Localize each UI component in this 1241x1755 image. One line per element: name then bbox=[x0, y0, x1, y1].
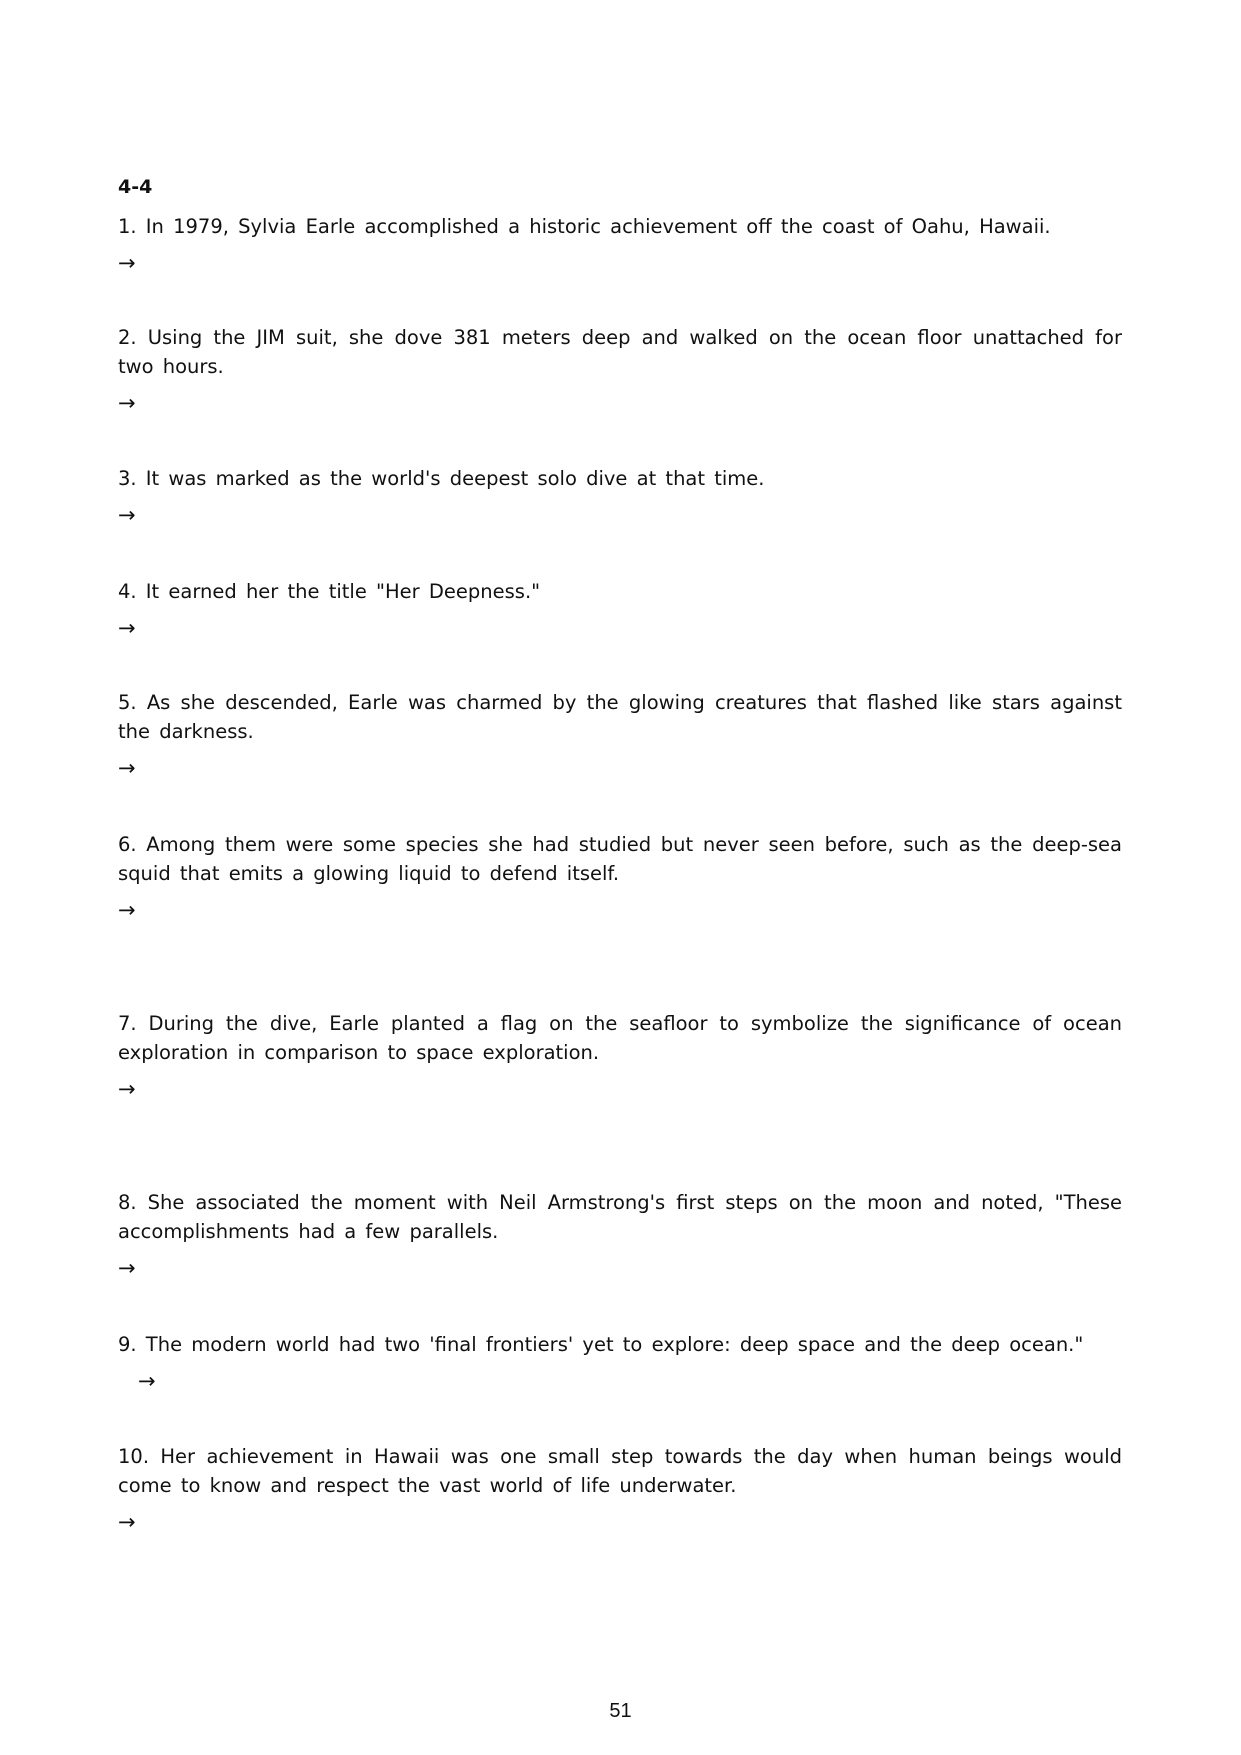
answer-arrow-3: → bbox=[118, 503, 136, 527]
page-number: 51 bbox=[609, 1700, 632, 1722]
exercise-item-1 bbox=[118, 212, 1122, 278]
answer-arrow-7: → bbox=[118, 1077, 136, 1101]
sentence-6: 6. Among them were some species she had studied but never seen before, such as the deep-sea squid that emits a glowing liquid to defend itself. bbox=[118, 833, 1122, 885]
answer-arrow-5: → bbox=[118, 756, 136, 780]
answer-arrow-1: → bbox=[118, 251, 136, 275]
exercise-item-3 bbox=[118, 464, 1122, 530]
sentence-5: 5. As she descended, Earle was charmed by the glowing creatures that flashed like stars against the darkness. bbox=[118, 691, 1122, 743]
exercise-item-10 bbox=[118, 1442, 1122, 1537]
sentence-7: 7. During the dive, Earle planted a flag on the seafloor to symbolize the significance of ocean exploration in comparison to space exploration. bbox=[118, 1012, 1122, 1064]
exercise-item-5 bbox=[118, 688, 1122, 783]
answer-arrow-6: → bbox=[118, 898, 136, 922]
sentence-1: 1. In 1979, Sylvia Earle accomplished a historic achievement off the coast of Oahu, Hawaii. bbox=[118, 215, 1051, 238]
answer-arrow-8: → bbox=[118, 1256, 136, 1280]
exercise-item-7 bbox=[118, 1009, 1122, 1104]
exercise-item-4 bbox=[118, 577, 1122, 643]
exercise-item-6 bbox=[118, 830, 1122, 925]
sentence-9: 9. The modern world had two 'final frontiers' yet to explore: deep space and the deep ocean." bbox=[118, 1333, 1084, 1356]
exercise-item-2 bbox=[118, 323, 1122, 418]
sentence-3: 3. It was marked as the world's deepest solo dive at that time. bbox=[118, 467, 765, 490]
answer-arrow-4: → bbox=[118, 616, 136, 640]
section-title: 4-4 bbox=[118, 176, 153, 198]
answer-arrow-9: → bbox=[138, 1369, 156, 1393]
answer-arrow-2: → bbox=[118, 391, 136, 415]
exercise-item-8 bbox=[118, 1188, 1122, 1283]
exercise-item-9 bbox=[118, 1330, 1122, 1396]
sentence-8: 8. She associated the moment with Neil Armstrong's first steps on the moon and noted, "These accomplishments had a few parallels. bbox=[118, 1191, 1122, 1243]
sentence-4: 4. It earned her the title "Her Deepness." bbox=[118, 580, 541, 603]
sentence-10: 10. Her achievement in Hawaii was one small step towards the day when human beings would come to know and respect the vast world of life underwater. bbox=[118, 1445, 1122, 1497]
sentence-2: 2. Using the JIM suit, she dove 381 meters deep and walked on the ocean floor unattached for two hours. bbox=[118, 326, 1122, 378]
answer-arrow-10: → bbox=[118, 1510, 136, 1534]
